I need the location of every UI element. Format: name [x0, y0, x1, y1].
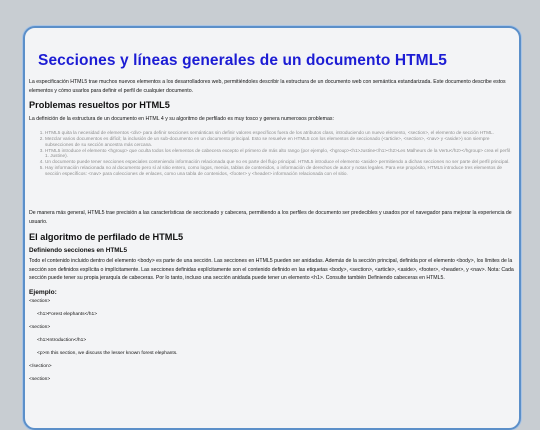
list-item: 5. Hay información relacionada no al documento pero sí al sitio entero, como logos, menús, tablas de contenidos, o información de derechos de autor y notas legales. Para ese propósito, HTML5 introduce tres elementos de sección específicos: <nav> para colecciones de enlaces, como una tabla de contenidos, <footer> y <header> información relacionada con el sitio. — [45, 165, 515, 177]
problems-list — [29, 130, 515, 177]
code-line: <section> — [29, 299, 51, 304]
algorithm-body: Todo el contenido incluido dentro del elemento <body> es parte de una sección. Las secciones en HTML5 pueden ser anidadas. Además de la sección principal, definida por el elemento <body>, los límites de la sección son definidos explícita o implícitamente. Las secciones definidas explícitamente son el contenido definido en las etiquetas <body>, <section>, <article>, <aside>, <footer>, <header>, y <nav>. Nota: Cada sección puede tener su propia jerarquía de cabeceras. Por lo tanto, incluso una sección anidada puede tener un elemento <h1>. Consulte también Definiendo cabeceras en HTML5. — [29, 258, 514, 282]
code-line: <section> — [29, 377, 51, 382]
code-line: <h1>Forest elephants</h1> — [37, 312, 98, 317]
code-line: <p>In this section, we discuss the lesser known forest elephants. — [37, 351, 178, 356]
intro-paragraph: La especificación HTML5 trae muchos nuevos elementos a los desarrolladores web, permitiéndoles describir la estructura de un documento web con semántica estandarizada. Este documento describe estos elementos y cómo usarlos para definir el perfil de cualquier documento. — [29, 79, 506, 94]
code-line: <h1>Introduction</h1> — [37, 338, 87, 343]
algorithm-heading: El algoritmo de perfilado de HTML5 — [29, 232, 184, 243]
list-item: 3. HTML5 introduce el elemento <hgroup> que oculta todos los elementos de cabecera excepto el primero de más alto rango (por ejemplo, <hgroup><h1>Justine</h1><h2>Les Malheurs de la Vertu</h2></hgroup> crea el perfil 1. Justine). — [45, 148, 515, 160]
document-page — [23, 26, 521, 430]
algorithm-subheading: Definiendo secciones en HTML5 — [29, 247, 128, 255]
list-item: 1. HTML5 quita la necesidad de elementos <div> para definir secciones semánticas sin definir valores específicos fuera de los atributos class, introduciendo un nuevo elemento, <section>, el elemento de sección HTML. — [45, 130, 515, 136]
code-line: </section> — [29, 364, 52, 369]
problems-summary: De manera más general, HTML5 trae precisión a las características de seccionado y cabecera, permitiendo a los perfiles de documento ser predecibles y usados por el navegador para mejorar la experiencia de usuario. — [29, 210, 512, 225]
problems-heading: Problemas resueltos por HTML5 — [29, 100, 170, 111]
code-example — [29, 299, 515, 390]
list-item: 4. Un documento puede tener secciones especiales conteniendo información relacionada que no es parte del flujo principal. HTML5 introduce el elemento <aside> permitiendo a dichas secciones no ser parte del perfil principal. — [45, 159, 515, 165]
problems-lead: La definición de la estructura de un documento en HTML 4 y su algoritmo de perfilado es muy tosco y genera numerosos problemas: — [29, 116, 334, 123]
list-item: 2. Mezclar varios documentos es difícil; la inclusión de un sub-documento en un documento principal. Esto se resuelve en HTML5 con los elementos de seccionado (<article>, <section>, <nav> y <aside>) son siempre subsecciones de su sección ancestra más cercana. — [45, 136, 515, 148]
example-heading: Ejemplo: — [29, 289, 57, 296]
code-line: <section> — [29, 325, 51, 330]
page-title: Secciones y líneas generales de un documento HTML5 — [38, 52, 447, 69]
document-content — [25, 28, 519, 390]
